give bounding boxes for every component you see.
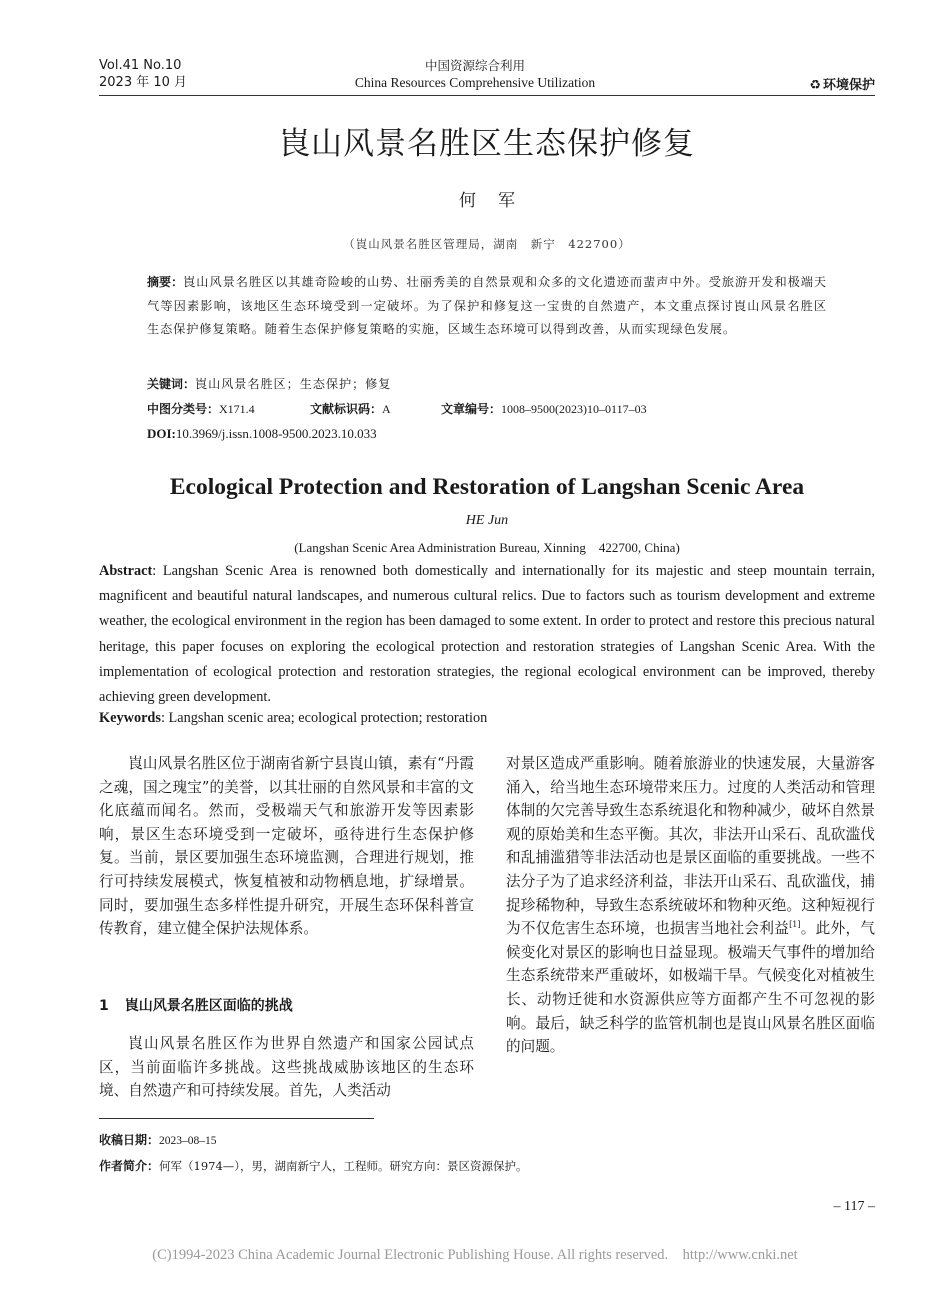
keywords-en — [99, 710, 875, 727]
journal-name — [300, 57, 650, 91]
paragraph-part-1: 对景区造成严重影响。随着旅游业的快速发展，大量游客涌入，给当地生态环境带来压力。过度的人类活动和管理体制的欠完善导致生态系统退化和物种减少，破坏自然景观的原始美和生态平衡。其次，非法开山采石、乱砍滥伐和乱捕滥猎等非法活动也是景区面临的重要挑战。一些不法分子为了追求经济利益，非法开山采石、乱砍滥伐，捕捉珍稀物种，导致生态系统破坏和物种灭绝。这种短视行为不仅危害生态环境，也损害当地社会利益 — [506, 755, 875, 938]
journal-name-en: China Resources Comprehensive Utilization — [354, 75, 596, 90]
volume-number: Vol.41 No.10 — [99, 58, 182, 73]
reference-marker[interactable]: [1] — [789, 920, 801, 930]
journal-name-cn: 中国资源综合利用 — [424, 58, 525, 73]
affiliation-en: (Langshan Scenic Area Administration Bureau, Xinning 422700, China) — [294, 540, 680, 555]
issue-date: 2023 年 10 月 — [99, 75, 188, 90]
abstract-en — [99, 559, 875, 710]
section-paragraph-left: 崀山风景名胜区作为世界自然遗产和国家公园试点区，当前面临许多挑战。这些挑战威胁该地区的生态环境、自然遗产和可持续发展。首先，人类活动 — [99, 1035, 474, 1100]
received-value: 2023–08–15 — [159, 1135, 217, 1147]
received-date — [99, 1131, 875, 1148]
recycle-icon: ♻ — [809, 78, 821, 93]
abstract-en-label: Abstract — [99, 563, 153, 579]
section-number: 1 — [99, 998, 109, 1014]
keywords-en-text: : Langshan scenic area; ecological protection; restoration — [160, 710, 488, 726]
keywords-cn-label: 关键词： — [147, 377, 196, 391]
title-en: Ecological Protection and Restoration of Langshan Scenic Area — [169, 474, 805, 500]
doi-value: 10.3969/j.issn.1008-9500.2023.10.033 — [175, 426, 377, 441]
section-title: 崀山风景名胜区面临的挑战 — [124, 998, 293, 1014]
header-divider — [99, 95, 875, 96]
affiliation-cn: （崀山风景名胜区管理局，湖南 新宁 422700） — [343, 237, 631, 251]
abstract-cn — [147, 271, 827, 342]
section-paragraph-right — [506, 752, 875, 1059]
author-cn: 何军 — [459, 191, 537, 211]
page-number: – 117 – — [833, 1199, 875, 1214]
section-heading — [99, 995, 293, 1015]
author-bio-label: 作者简介： — [99, 1159, 160, 1173]
section-label: 环境保护 — [822, 78, 875, 93]
abstract-cn-label: 摘要： — [147, 275, 184, 289]
section-tag — [780, 74, 875, 93]
doi-label: DOI: — [147, 426, 176, 441]
abstract-cn-text: 崀山风景名胜区以其雄奇险峻的山势、壮丽秀美的自然景观和众多的文化遗迹而蜚声中外。受旅游开发和极端天气等因素影响，该地区生态环境受到一定破坏。为了保护和修复这一宝贵的自然遗产，本文重点探讨崀山风景名胜区生态保护修复策略。随着生态保护修复策略的实施，区域生态环境可以得到改善，从而实现绿色发展。 — [147, 275, 827, 336]
keywords-cn-text: 崀山风景名胜区；生态保护；修复 — [195, 377, 392, 391]
doi — [147, 426, 377, 442]
copyright-notice: (C)1994-2023 China Academic Journal Electronic Publishing House. All rights reserved. http://www.cnki.net — [152, 1247, 798, 1263]
keywords-en-label: Keywords — [99, 710, 161, 726]
author-bio — [99, 1157, 875, 1174]
title-cn: 崀山风景名胜区生态保护修复 — [279, 126, 695, 162]
issue-info — [99, 57, 187, 91]
document-code: 文献标识码：A — [310, 402, 391, 416]
intro-paragraph: 崀山风景名胜区位于湖南省新宁县崀山镇，素有“丹霞之魂，国之瑰宝”的美誉，以其壮丽的自然风景和丰富的文化底蕴而闻名。然而，受极端天气和旅游开发等因素影响，景区生态环境受到一定破坏，亟待进行生态保护修复。当前，景区要加强生态环境监测，合理进行规划，推行可持续发展模式，恢复植被和动物栖息地，扩绿增景。同时，要加强生态多样性提升研究，开展生态环保科普宣传教育，建立健全保护法规体系。 — [99, 755, 474, 938]
author-en: HE Jun — [465, 513, 509, 528]
article-number: 文章编号：1008–9500(2023)10–0117–03 — [441, 402, 647, 416]
received-label: 收稿日期： — [99, 1133, 160, 1147]
author-bio-text: 何军（1974—），男，湖南新宁人，工程师。研究方向：景区资源保护。 — [159, 1159, 528, 1173]
paragraph-part-2: 。此外，气候变化对景区的影响也日益显现。极端天气事件的增加给生态系统带来严重破坏，如极端干旱。气候变化对植被生长、动物迁徙和水资源供应等方面都产生不可忽视的影响。最后，缺乏科学的监管机制也是崀山风景名胜区面临的问题。 — [506, 920, 875, 1056]
keywords-cn — [147, 375, 827, 392]
footnote-divider — [99, 1118, 374, 1119]
abstract-en-text: : Langshan Scenic Area is renowned both domestically and internationally for its majestic and steep mountain terrain, magnificent and beautiful natural landscapes, and numerous cultural relics. Due to factors such as tourism development and extreme weather, the ecological environment in the region has been damaged to some extent. In order to protect and restore this precious natural heritage, this paper focuses on exploring the ecological protection and restoration strategies of Langshan Scenic Area. With the implementation of ecological protection and restoration strategies, the regional ecological environment can be improved, thereby achieving green development. — [99, 563, 875, 706]
clc-number: 中图分类号：X171.4 — [147, 402, 255, 416]
